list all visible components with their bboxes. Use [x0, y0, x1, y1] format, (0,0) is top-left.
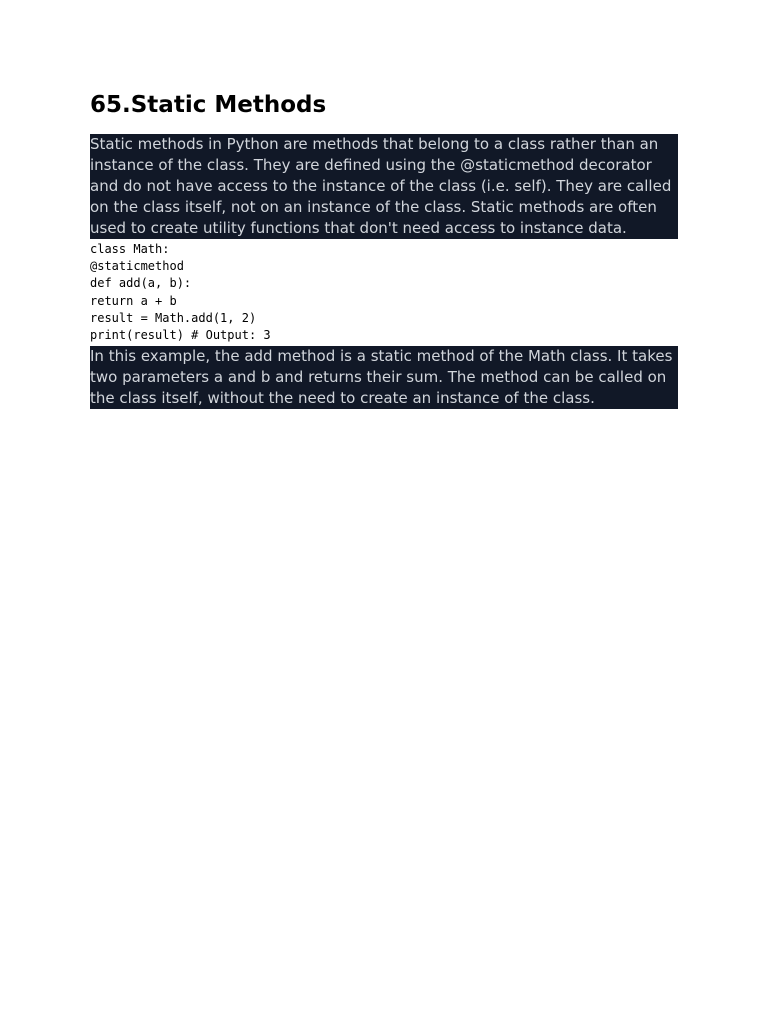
intro-line: and do not have access to the instance of the class (i.e. self). They are called — [90, 177, 672, 195]
section-heading: 65.Static Methods — [90, 92, 327, 118]
code-line: @staticmethod — [90, 259, 184, 274]
code-line: return a + b — [90, 293, 177, 308]
code-line: print(result) # Output: 3 — [90, 328, 271, 343]
code-block — [90, 241, 678, 344]
document-page — [90, 88, 678, 409]
explanation-paragraph — [90, 346, 678, 409]
intro-line: Static methods in Python are methods that belong to a class rather than an — [90, 135, 659, 153]
explanation-line: In this example, the add method is a static method of the Math class. It takes — [90, 347, 673, 366]
explanation-line: two parameters a and b and returns their sum. The method can be called on — [90, 368, 667, 387]
intro-line: used to create utility functions that don't need access to instance data. — [90, 219, 627, 237]
intro-line: on the class itself, not on an instance of the class. Static methods are often — [90, 198, 657, 216]
code-line: result = Math.add(1, 2) — [90, 310, 257, 325]
code-line: class Math: — [90, 242, 170, 256]
intro-paragraph — [90, 134, 678, 239]
explanation-line: the class itself, without the need to create an instance of the class. — [90, 389, 595, 408]
code-line: def add(a, b): — [90, 276, 192, 291]
intro-line: instance of the class. They are defined using the @staticmethod decorator — [90, 156, 652, 174]
